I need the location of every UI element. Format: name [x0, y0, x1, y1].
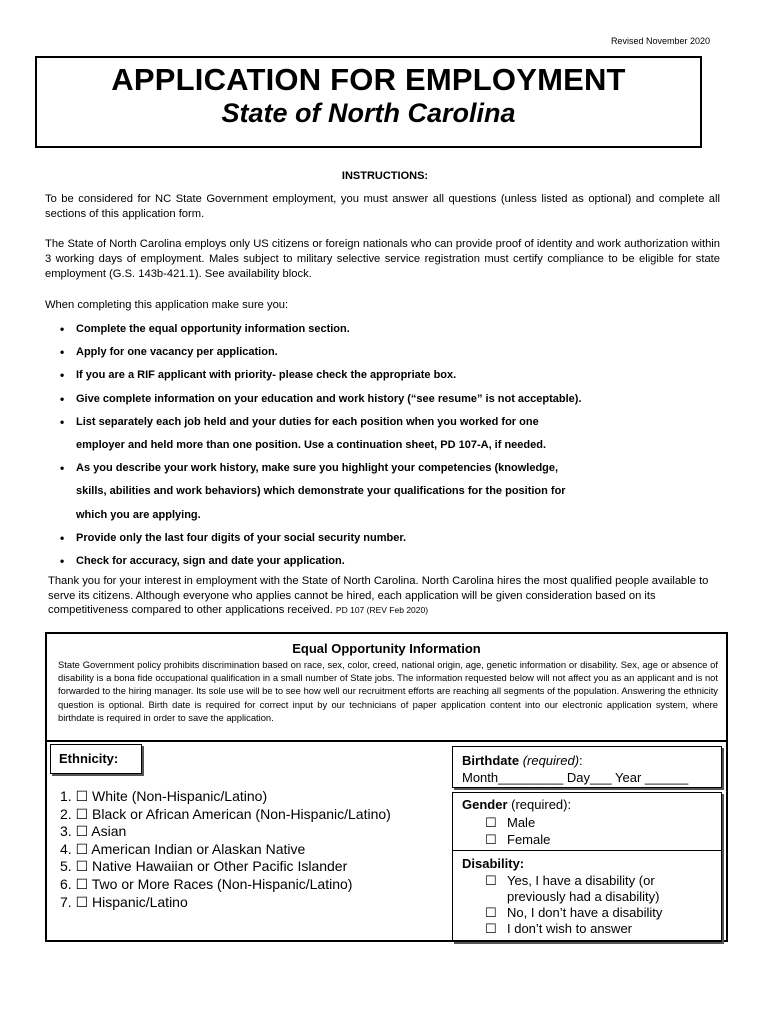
birthdate-colon: : [579, 753, 583, 768]
option-number: 7. [60, 893, 72, 910]
bullet-icon: • [60, 554, 65, 569]
instructions-heading: INSTRUCTIONS: [341, 170, 429, 182]
instructions-paragraph-2: The State of North Carolina employs only US citizens or foreign nationals who can provide proof of identity and work authorization within 3 working days of employment. Males subject to military selective service registration must certify compliance to be eligible for state employment (G.S. 143b-421.1). See availability block. [45, 238, 720, 280]
page-subtitle: State of North Carolina [221, 98, 516, 128]
option-number: 4. [60, 840, 72, 857]
list-item-text: If you are a RIF applicant with priority- please check the appropriate box. [76, 369, 457, 382]
instructions-paragraph-1: To be considered for NC State Government employment, you must answer all questions (unless listed as optional) and complete all sections of this application form. [45, 193, 720, 220]
option-label: Female [507, 832, 551, 847]
thank-you-paragraph [48, 574, 720, 618]
checkbox-icon[interactable]: ☐ [485, 921, 497, 936]
list-item-text: Apply for one vacancy per application. [76, 346, 278, 359]
thank-you-text: Thank you for your interest in employment with the State of North Carolina. North Carolina hires the most qualified people available to serve its citizens. Although everyone who applies cannot be hired, each application will be given consideration based on its competitiveness compared to other applications received. [48, 575, 709, 616]
bullet-icon: • [60, 345, 65, 360]
checkbox-icon[interactable]: ☐ [75, 823, 89, 840]
option-number: 3. [60, 823, 72, 840]
checkbox-icon[interactable]: ☐ [75, 858, 89, 875]
birthdate-fields [462, 769, 721, 786]
ethnicity-option-two-or-more[interactable] [60, 876, 391, 894]
gender-disability-box [452, 792, 722, 942]
option-label: No, I don’t have a disability [507, 905, 663, 920]
option-label: Male [507, 815, 536, 830]
instructions-paragraph-3: When completing this application make sure you: [45, 299, 289, 311]
list-item [60, 550, 720, 573]
page-title: APPLICATION FOR EMPLOYMENT [111, 62, 626, 97]
ethnicity-option-black[interactable] [60, 806, 391, 824]
list-item [60, 388, 720, 411]
option-label: Hispanic/Latino [92, 893, 188, 910]
checkbox-icon[interactable]: ☐ [75, 875, 89, 892]
list-item [60, 457, 720, 480]
list-item-continuation [60, 480, 720, 503]
list-item [60, 527, 720, 550]
bullet-icon: • [60, 414, 65, 429]
disability-label: Disability: [462, 856, 525, 871]
option-label: American Indian or Alaskan Native [91, 840, 306, 857]
list-item-text: Check for accuracy, sign and date your application. [76, 555, 345, 568]
option-label: Yes, I have a disability (or previously had a disability) [507, 873, 660, 904]
checkbox-icon[interactable]: ☐ [75, 893, 89, 910]
bullet-icon: • [60, 322, 65, 336]
list-item-text: employer and held more than one position. Use a continuation sheet, PD 107-A, if needed. [76, 439, 547, 452]
revision-date: Revised November 2020 [610, 36, 710, 46]
bullet-icon: • [60, 368, 65, 383]
disability-option-no[interactable] [485, 905, 707, 921]
box-divider [453, 850, 721, 851]
list-item [60, 364, 720, 387]
section-divider [47, 740, 726, 742]
gender-option-female[interactable] [485, 831, 550, 848]
birthdate-heading [462, 752, 721, 769]
title-box [35, 56, 702, 148]
bullet-icon: • [60, 530, 65, 545]
ethnicity-option-hispanic[interactable] [60, 894, 391, 912]
birthdate-day-field[interactable]: Day___ [566, 770, 612, 785]
option-label: Two or More Races (Non-Hispanic/Latino) [91, 875, 353, 892]
gender-label: Gender [462, 797, 508, 812]
list-item-continuation [60, 504, 720, 527]
gender-heading [462, 797, 571, 812]
list-item-text: skills, abilities and work behaviors) which demonstrate your qualifications for the position for [76, 485, 566, 498]
list-item-text: Complete the equal opportunity information section. [76, 323, 350, 335]
checkbox-icon[interactable]: ☐ [75, 805, 89, 822]
instructions-list [60, 318, 720, 573]
ethnicity-option-pacific-islander[interactable] [60, 858, 391, 876]
option-label: Native Hawaiian or Other Pacific Islander [92, 858, 348, 875]
checkbox-icon[interactable]: ☐ [485, 815, 497, 830]
ethnicity-option-american-indian[interactable] [60, 841, 391, 859]
list-item-text: Give complete information on your education and work history (“see resume” is not acceptable). [76, 392, 582, 405]
gender-option-male[interactable] [485, 814, 550, 831]
checkbox-icon[interactable]: ☐ [75, 788, 89, 804]
disability-option-yes[interactable] [485, 873, 707, 905]
eoi-policy-text: State Government policy prohibits discrimination based on race, sex, color, creed, national origin, age, genetic information or disability. Sex, age or absence of disability is a bona fide occupational qualification in a small number of State jobs. The information requested below will not affect you as an applicant and is not forwarded to the hiring manager. Its sole use will be to see how well our recruitment efforts are reaching all segments of the population. Answering the ethnicity question is optional. Birth date is required for correct input by our technicians of paper application content into our electronic application system, where birthdate is required in order to save the application. [58, 659, 718, 723]
ethnicity-option-asian[interactable] [60, 823, 391, 841]
eoi-title: Equal Opportunity Information [292, 641, 481, 656]
birthdate-month-field[interactable]: Month_________ [462, 770, 564, 785]
option-label: White (Non-Hispanic/Latino) [92, 788, 268, 804]
list-item-text: List separately each job held and your duties for each position when you worked for one [76, 415, 539, 428]
gender-options [485, 814, 550, 848]
gender-required: (required): [511, 797, 572, 812]
option-number: 5. [60, 858, 72, 875]
option-number: 2. [60, 805, 72, 822]
ethnicity-options [60, 788, 391, 911]
list-item [60, 411, 720, 434]
option-label: Black or African American (Non-Hispanic/Latino) [92, 805, 391, 822]
list-item [60, 341, 720, 364]
bullet-icon: • [60, 391, 65, 406]
checkbox-icon[interactable]: ☐ [485, 873, 497, 888]
list-item-continuation [60, 434, 720, 457]
disability-option-no-answer[interactable] [485, 921, 707, 937]
checkbox-icon[interactable]: ☐ [485, 905, 497, 920]
form-number: PD 107 (REV Feb 2020) [335, 605, 429, 615]
bullet-icon: • [60, 461, 65, 476]
option-number: 6. [60, 875, 72, 892]
checkbox-icon[interactable]: ☐ [485, 832, 497, 847]
disability-options [485, 873, 707, 937]
list-item-text: which you are applying. [76, 508, 201, 521]
option-label: I don’t wish to answer [507, 921, 633, 936]
birthdate-label: Birthdate [462, 753, 520, 768]
birthdate-year-field[interactable]: Year ______ [615, 770, 689, 785]
list-item [60, 318, 720, 341]
birthdate-required: (required) [522, 753, 580, 768]
birthdate-box [452, 746, 722, 788]
ethnicity-label: Ethnicity: [50, 744, 142, 774]
ethnicity-option-white[interactable] [60, 788, 391, 806]
checkbox-icon[interactable]: ☐ [75, 840, 89, 857]
list-item-text: Provide only the last four digits of your social security number. [76, 531, 407, 544]
option-number: 1. [60, 788, 72, 804]
list-item-text: As you describe your work history, make sure you highlight your competencies (knowledge, [76, 462, 559, 475]
option-label: Asian [91, 823, 127, 840]
